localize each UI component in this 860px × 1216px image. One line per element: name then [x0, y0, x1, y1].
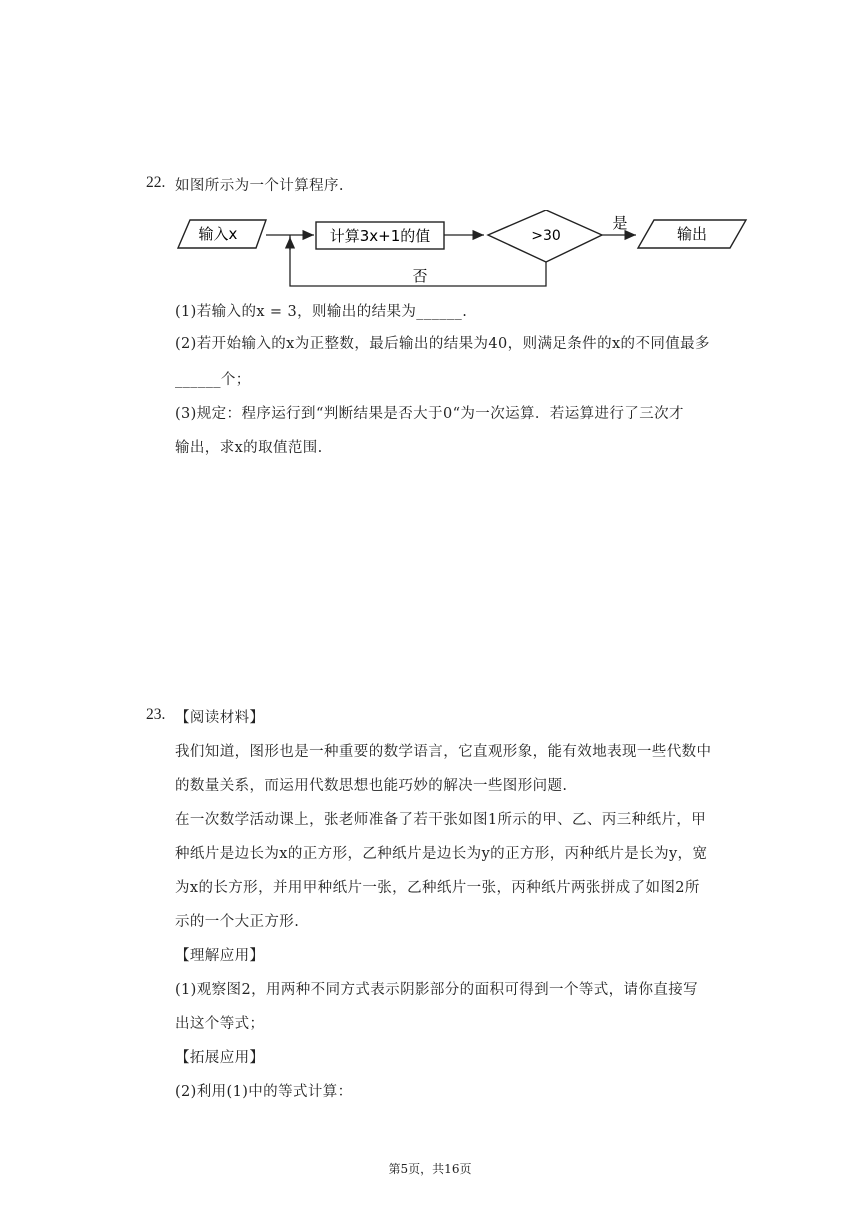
compute-label: 计算3x+1的值 — [329, 227, 431, 245]
part-2-line-2: ______个； — [175, 372, 251, 388]
part-1-line-2: 出这个等式； — [175, 1016, 265, 1032]
input-label: 输入x — [198, 225, 238, 243]
yes-label: 是 — [612, 214, 628, 232]
part-1-line-1: (1)观察图2，用两种不同方式表示阴影部分的面积可得到一个等式，请你直接写 — [175, 982, 699, 998]
section-heading: 【阅读材料】 — [175, 710, 265, 726]
page-footer: 第5页，共16页 — [388, 1162, 472, 1176]
part-2: (2)利用(1)中的等式计算： — [175, 1084, 353, 1100]
paragraph-2-line-3: 为x的长方形，并用甲种纸片一张，乙种纸片一张，丙种纸片两张拼成了如图2所 — [175, 880, 700, 896]
part-3-line-2: 输出，求x的取值范围. — [175, 440, 323, 456]
flowchart-diagram — [0, 210, 860, 290]
paragraph-2-line-4: 示的一个大正方形. — [175, 914, 300, 930]
section-heading: 【理解应用】 — [175, 948, 265, 964]
part-2-line-1: (2)若开始输入的x为正整数，最后输出的结果为40，则满足条件的x的不同值最多 — [175, 336, 710, 352]
no-label: 否 — [412, 267, 428, 285]
paragraph-1-line-2: 的数量关系，而运用代数思想也能巧妙的解决一些图形问题. — [175, 778, 568, 794]
part-3-line-1: (3)规定：程序运行到“判断结果是否大于0“为一次运算．若运算进行了三次才 — [175, 406, 684, 422]
paragraph-2-line-1: 在一次数学活动课上，张老师准备了若干张如图1所示的甲、乙、丙三种纸片，甲 — [175, 812, 707, 828]
question-number: 23. — [146, 706, 166, 723]
paragraph-1-line-1: 我们知道，图形也是一种重要的数学语言，它直观形象，能有效地表现一些代数中 — [175, 744, 712, 760]
paragraph-2-line-2: 种纸片是边长为x的正方形，乙种纸片是边长为y的正方形，丙种纸片是长为y，宽 — [175, 846, 708, 862]
question-number: 22. — [146, 174, 166, 191]
section-heading: 【拓展应用】 — [175, 1050, 265, 1066]
part-1: (1)若输入的x = 3，则输出的结果为______. — [175, 304, 468, 320]
question-stem: 如图所示为一个计算程序. — [175, 178, 344, 194]
condition-label: >30 — [531, 228, 561, 244]
output-label: 输出 — [676, 225, 708, 243]
